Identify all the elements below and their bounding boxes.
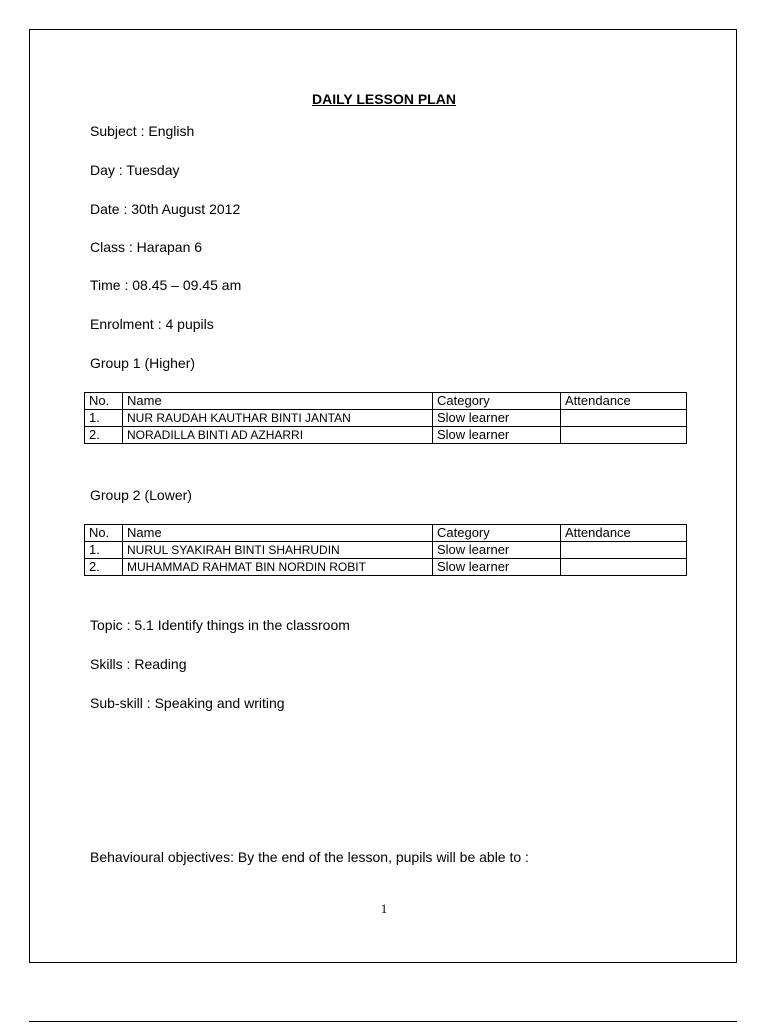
group1-table <box>84 392 687 444</box>
row-category: Slow learner <box>433 410 561 427</box>
header-no: No. <box>85 393 123 410</box>
header-name: Name <box>123 393 433 410</box>
header-name: Name <box>123 525 433 542</box>
subject-line: Subject : English <box>90 123 195 139</box>
row-no: 2. <box>85 427 123 444</box>
table-header-row <box>85 393 687 410</box>
header-category: Category <box>433 393 561 410</box>
group1-heading: Group 1 (Higher) <box>90 355 196 371</box>
row-name: NURUL SYAKIRAH BINTI SHAHRUDIN <box>123 542 433 559</box>
skills-line: Skills : Reading <box>90 656 187 672</box>
day-line: Day : Tuesday <box>90 162 180 178</box>
date-line: Date : 30th August 2012 <box>90 201 241 217</box>
enrolment-line: Enrolment : 4 pupils <box>90 316 214 332</box>
page-number: 1 <box>380 901 388 916</box>
row-name: NUR RAUDAH KAUTHAR BINTI JANTAN <box>123 410 433 427</box>
row-attendance <box>561 559 687 576</box>
topic-line: Topic : 5.1 Identify things in the classroom <box>90 617 350 633</box>
class-line: Class : Harapan 6 <box>90 239 203 255</box>
table-row <box>85 410 687 427</box>
time-line: Time : 08.45 – 09.45 am <box>90 277 242 293</box>
row-no: 1. <box>85 410 123 427</box>
page-title: DAILY LESSON PLAN <box>312 91 456 107</box>
table-header-row <box>85 525 687 542</box>
row-name: MUHAMMAD RAHMAT BIN NORDIN ROBIT <box>123 559 433 576</box>
header-category: Category <box>433 525 561 542</box>
row-attendance <box>561 542 687 559</box>
header-no: No. <box>85 525 123 542</box>
header-attendance: Attendance <box>561 525 687 542</box>
row-category: Slow learner <box>433 542 561 559</box>
row-no: 1. <box>85 542 123 559</box>
table-row <box>85 542 687 559</box>
next-page-edge <box>29 1021 737 1022</box>
row-attendance <box>561 427 687 444</box>
group2-heading: Group 2 (Lower) <box>90 487 192 503</box>
table-row <box>85 427 687 444</box>
row-name: NORADILLA BINTI AD AZHARRI <box>123 427 433 444</box>
header-attendance: Attendance <box>561 393 687 410</box>
row-no: 2. <box>85 559 123 576</box>
row-category: Slow learner <box>433 427 561 444</box>
row-attendance <box>561 410 687 427</box>
objectives-line: Behavioural objectives: By the end of the lesson, pupils will be able to : <box>90 849 529 865</box>
group2-table <box>84 524 687 576</box>
row-category: Slow learner <box>433 559 561 576</box>
subskill-line: Sub-skill : Speaking and writing <box>90 695 285 711</box>
table-row <box>85 559 687 576</box>
